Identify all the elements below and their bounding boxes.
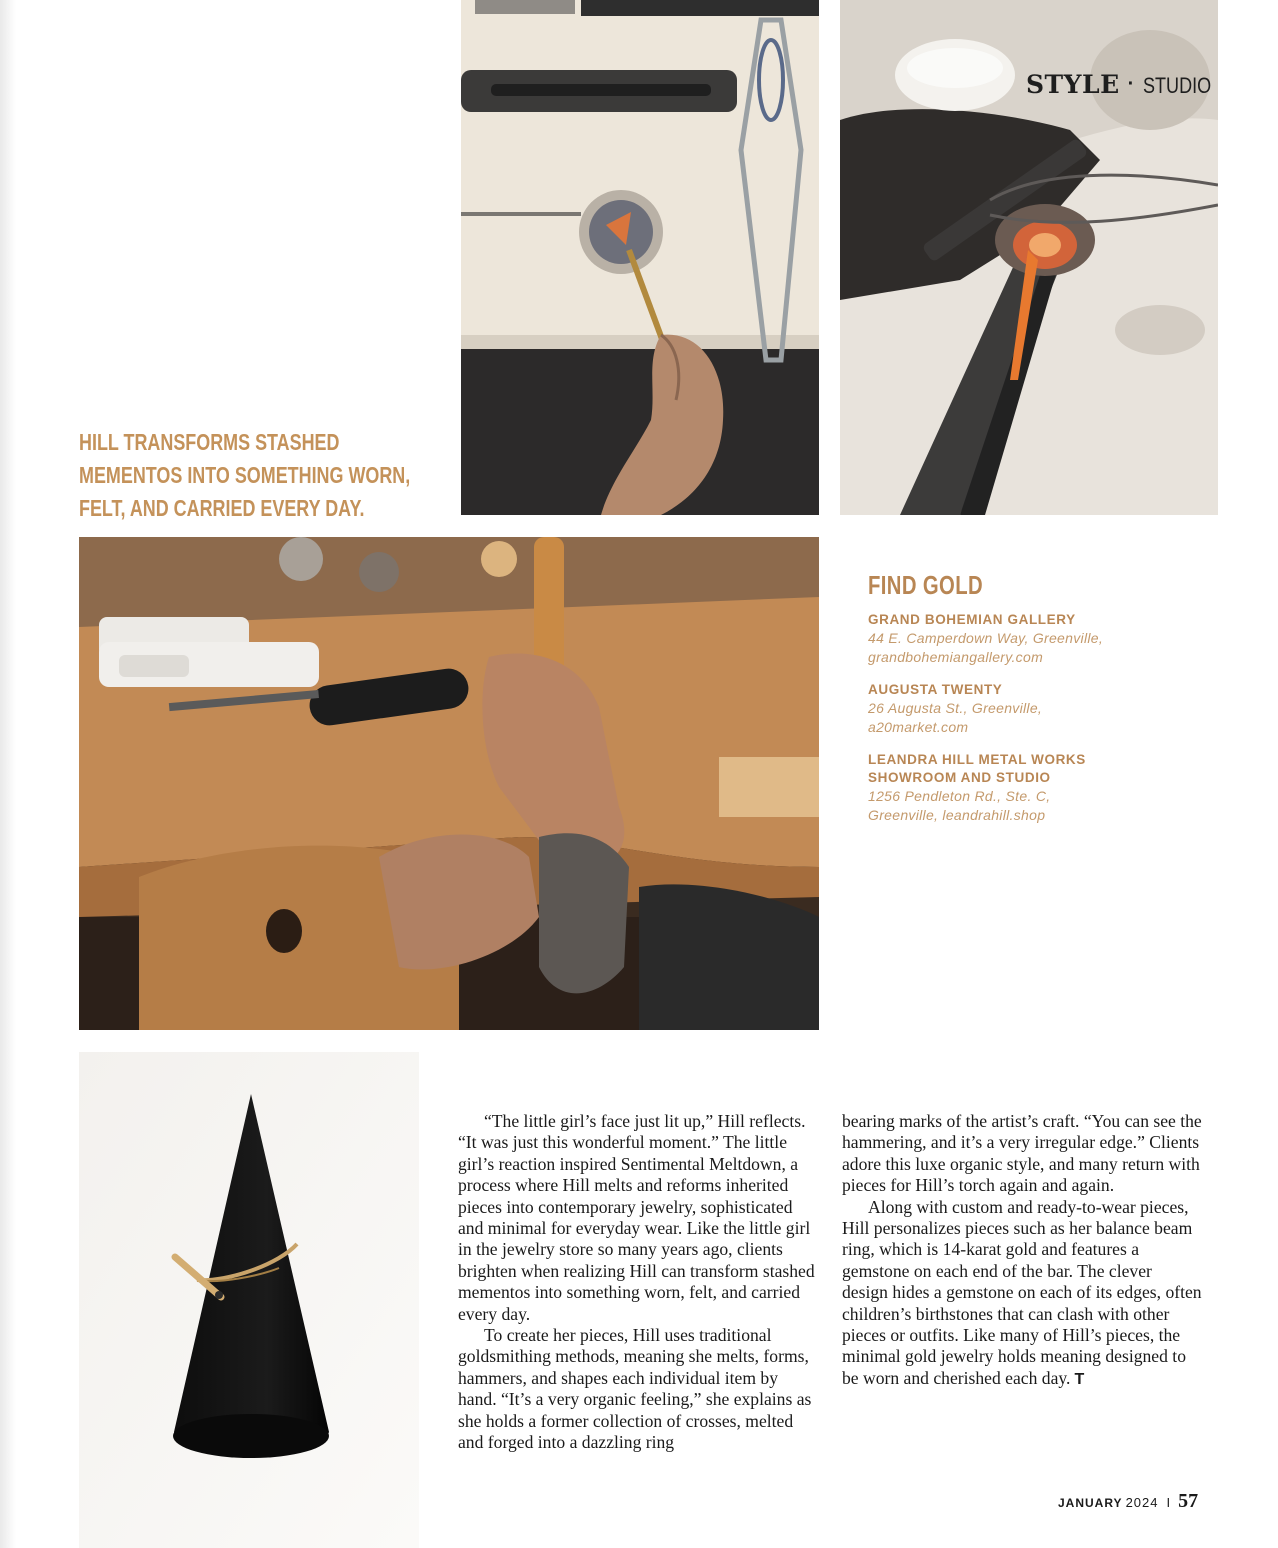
venue-website: Greenville, leandrahill.shop: [868, 807, 1046, 823]
find-gold-title: FIND GOLD: [868, 570, 984, 600]
photo-ring-on-cone: [79, 1052, 419, 1548]
venue-augusta-twenty: [868, 681, 1188, 737]
article-column-1: [458, 1111, 818, 1454]
end-mark: T: [1074, 1370, 1085, 1388]
article-paragraph: bearing marks of the artist’s craft. “You can see the hammering, and it’s a very irregular edge.” Clients adore this luxe organic style, and many return with pieces for Hill’s torch again and again.: [842, 1111, 1202, 1196]
pull-quote-line: FELT, AND CARRIED EVERY DAY.: [79, 495, 365, 521]
article-column-2: [842, 1111, 1202, 1390]
section-header: [1026, 70, 1226, 99]
page-folio: [1058, 1490, 1198, 1513]
subsection-label: STUDIO: [1142, 73, 1211, 98]
find-gold-sidebar: [868, 570, 1188, 839]
venue-address: 44 E. Camperdown Way, Greenville,: [868, 630, 1104, 646]
page-gutter-shadow: [0, 0, 16, 1548]
pull-quote-line: MEMENTOS INTO SOMETHING WORN,: [79, 462, 411, 488]
venue-name: GRAND BOHEMIAN GALLERY: [868, 612, 1076, 627]
article-paragraph-text: Along with custom and ready-to-wear pieces, Hill personalizes pieces such as her balance beam ring, which is 14-karat gold and features a gemstone on each end of the bar. The clever design hides a gemstone on each of its edges, often children’s birthstones that can clash with other pieces or outfits. Like many of Hill’s pieces, the minimal gold jewelry holds meaning designed to be worn and cherished each day.: [842, 1196, 1202, 1388]
article-paragraph: To create her pieces, Hill uses traditional goldsmithing methods, meaning she melts, forms, hammers, and shapes each individual item by hand. “It’s a very organic feeling,” she explains as she holds a former collection of crosses, melted and forged into a dazzling ring: [458, 1325, 812, 1453]
venue-website: a20market.com: [868, 719, 969, 735]
section-separator: ·: [1127, 73, 1135, 95]
venue-grand-bohemian: [868, 611, 1188, 667]
article-paragraph: “The little girl’s face just lit up,” Hill reflects. “It was just this wonderful moment.” The little girl’s reaction inspired Sentimental Meltdown, a process where Hill melts and reforms inherited pieces into contemporary jewelry, sophisticated and minimal for everyday wear. Like the little girl in the jewelry store so many years ago, clients brighten when realizing Hill can transform stashed mementos into something worn, felt, and carried every day.: [458, 1111, 815, 1324]
photo-jewelry-bench: [79, 537, 819, 1030]
venue-address: 1256 Pendleton Rd., Ste. C,: [868, 788, 1051, 804]
page-number: 57: [1178, 1490, 1199, 1512]
pull-quote-line: HILL TRANSFORMS STASHED: [79, 429, 340, 455]
folio-year: 2024: [1125, 1495, 1159, 1510]
venue-website: grandbohemiangallery.com: [868, 649, 1044, 665]
venue-name: AUGUSTA TWENTY: [868, 682, 1003, 697]
venue-name: LEANDRA HILL METAL WORKS: [868, 752, 1086, 767]
venue-name-line-2: SHOWROOM AND STUDIO: [868, 770, 1051, 785]
section-label: STYLE: [1026, 70, 1120, 99]
pull-quote: [79, 426, 439, 525]
article-paragraph-final: [842, 1197, 1202, 1391]
venue-address: 26 Augusta St., Greenville,: [868, 700, 1043, 716]
folio-separator: I: [1166, 1495, 1171, 1510]
photo-tools-crucible: [461, 0, 819, 515]
folio-month: JANUARY: [1058, 1496, 1123, 1510]
venue-leandra-hill: [868, 751, 1188, 825]
